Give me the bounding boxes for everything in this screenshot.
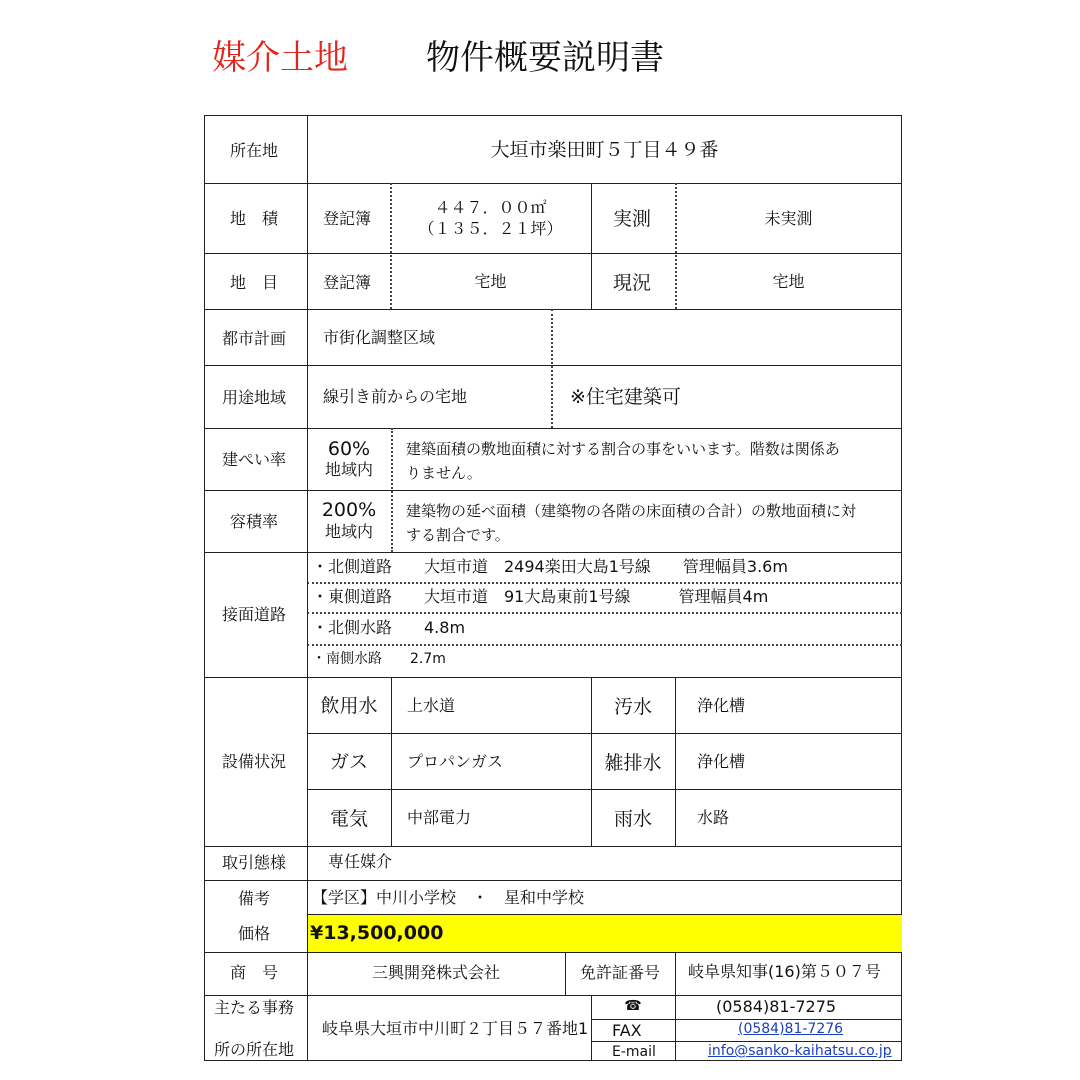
floor-ratio-label: 容積率 xyxy=(230,512,279,531)
rain-label: 雨水 xyxy=(613,808,652,830)
land-current-label: 現況 xyxy=(613,272,652,294)
license-label: 免許証番号 xyxy=(580,963,661,982)
location-label: 所在地 xyxy=(230,141,279,160)
office-label-1: 主たる事務 xyxy=(214,998,295,1017)
land-registry-value: 宅地 xyxy=(474,272,507,291)
price-label: 価格 xyxy=(238,924,271,943)
area-registry-value: ４４７．００㎡ xyxy=(434,198,547,217)
license-value: 岐阜県知事(16)第５０７号 xyxy=(688,962,881,981)
road-item: ・北側道路 大垣市道 2494楽田大島1号線 管理幅員3.6m xyxy=(312,557,788,576)
phone-icon: ☎ xyxy=(624,998,642,1014)
price-value: ¥13,500,000 xyxy=(310,922,444,944)
category-title: 媒介土地 xyxy=(212,38,348,78)
road-item: ・南側水路 2.7m xyxy=(312,651,446,667)
electricity-value: 中部電力 xyxy=(407,808,472,827)
area-registry-tsubo: （１３５．２１坪） xyxy=(418,219,563,238)
transaction-value: 専任媒介 xyxy=(328,852,393,871)
document-title: 物件概要説明書 xyxy=(426,38,664,78)
road-item: ・東側道路 大垣市道 91大島東前1号線 管理幅員4m xyxy=(312,587,769,606)
greywater-label: 雑排水 xyxy=(604,752,662,774)
rain-value: 水路 xyxy=(697,808,730,827)
road-item: ・北側水路 4.8m xyxy=(312,618,466,637)
area-registry-label: 登記簿 xyxy=(323,209,372,228)
land-category-label: 地 目 xyxy=(230,273,279,292)
email-link[interactable]: info@sanko-kaihatsu.co.jp xyxy=(708,1043,892,1059)
sewage-label: 汚水 xyxy=(613,696,652,718)
trade-name-value: 三興開発株式会社 xyxy=(371,963,500,982)
gas-label: ガス xyxy=(329,751,368,773)
phone-number: (0584)81-7275 xyxy=(716,997,837,1016)
electricity-label: 電気 xyxy=(329,808,368,830)
zoning-value: 線引き前からの宅地 xyxy=(323,387,468,406)
land-current-value: 宅地 xyxy=(772,272,805,291)
area-survey-value: 未実測 xyxy=(764,209,813,228)
transaction-label: 取引態様 xyxy=(222,853,287,872)
fax-number[interactable]: (0584)81-7276 xyxy=(738,1021,844,1037)
remarks-value: 【学区】中川小学校 ・ 星和中学校 xyxy=(312,888,585,907)
remarks-label: 備考 xyxy=(238,889,271,908)
area-label: 地 積 xyxy=(230,209,279,228)
greywater-value: 浄化槽 xyxy=(697,752,746,771)
coverage-scope: 地域内 xyxy=(324,460,373,479)
zoning-note: ※住宅建築可 xyxy=(570,386,681,408)
trade-name-label: 商 号 xyxy=(230,963,279,982)
coverage-label: 建ぺい率 xyxy=(222,450,287,469)
city-planning-value: 市街化調整区域 xyxy=(323,328,436,347)
coverage-value: 60% xyxy=(327,438,371,460)
floor-ratio-scope: 地域内 xyxy=(324,522,373,541)
area-survey-label: 実測 xyxy=(613,208,652,230)
office-label-2: 所の所在地 xyxy=(214,1040,295,1059)
email-label: E-mail xyxy=(612,1044,656,1060)
fax-label: FAX xyxy=(612,1021,642,1040)
water-label: 飲用水 xyxy=(320,695,378,717)
coverage-description: 建築面積の敷地面積に対する割合の事をいいます。階数は関係ありません。 xyxy=(406,440,840,482)
water-value: 上水道 xyxy=(407,696,456,715)
zoning-label: 用途地域 xyxy=(222,388,287,407)
city-planning-label: 都市計画 xyxy=(222,329,287,348)
floor-ratio-description: 建築物の延べ面積（建築物の各階の床面積の合計）の敷地面積に対する割合です。 xyxy=(406,502,857,544)
sewage-value: 浄化槽 xyxy=(697,696,746,715)
facilities-label: 設備状況 xyxy=(222,752,287,771)
floor-ratio-value: 200% xyxy=(321,499,377,521)
land-registry-label: 登記簿 xyxy=(323,273,372,292)
gas-value: プロパンガス xyxy=(407,752,504,771)
roads-label: 接面道路 xyxy=(222,605,287,624)
location-value: 大垣市楽田町５丁目４９番 xyxy=(490,139,719,161)
office-address: 岐阜県大垣市中川町２丁目５７番地1 xyxy=(322,1019,589,1038)
